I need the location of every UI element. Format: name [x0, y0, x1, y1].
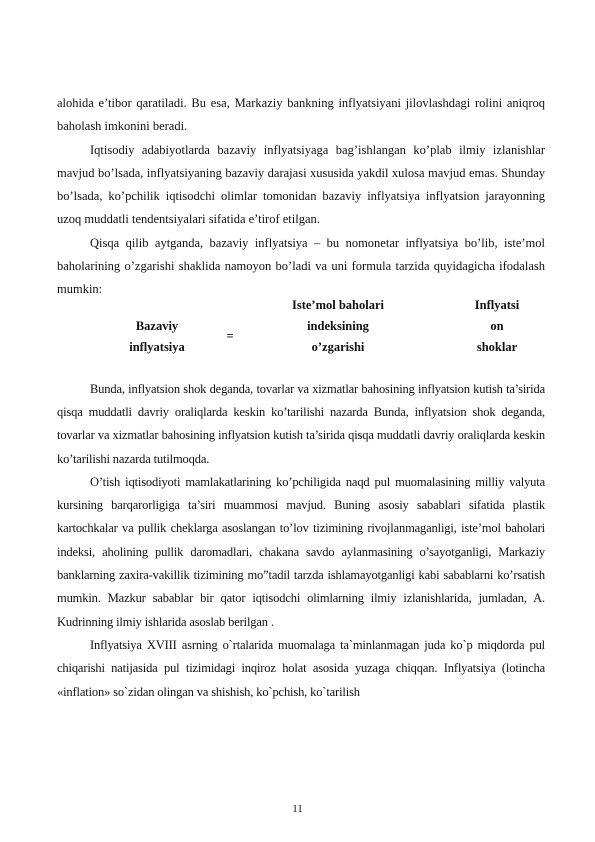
paragraph-2: Iqtisodiy adabiyotlarda bazaviy inflyatsiyaga bag’ishlangan ko’plab ilmiy izlanishlar mavjud bo’lsada, inflyatsiyaning bazaviy darajasi xususida yakdil xulosa mavjud emas. Shunday bo’lsada, ko’pchilik iqtisodchi olimlar tomonidan bazaviy inflyatsiya inflyatsion jarayonning uzoq muddatli tendentsiyalari sifatida e’tirof etilgan. — [57, 142, 545, 227]
paragraph-4: Bunda, inflyatsion shok deganda, tovarlar va xizmatlar bahosining inflyatsion kutish ta’sirida qisqa muddatli davriy oraliqlarda keskin ko’tarilishi nazarda Bunda, inflyatsion shok deganda, tovarlar va xizmatlar bahosining inflyatsion kutish ta’sirida qisqa muddatli davriy oraliqlarda keskin ko’tarilishi nazarda tutilmoqda. — [57, 381, 545, 466]
formula-left-line-1: Bazaviy — [135, 318, 179, 333]
formula-right-term — [449, 295, 545, 358]
paragraph-6: Inflyatsiya XVIII asrning o`rtalarida muomalaga ta`minlanmagan juda ko`p miqdorda pul chiqarishi natijasida pul tizimidagi inqiroz holat asosida yuzaga chiqqan. Inflyatsiya (lotincha «inflation» so`zidan olingan va shishish, ko`pchish, ko`tarilish — [57, 637, 545, 699]
page-body — [57, 92, 545, 704]
formula-right-line-2: on — [490, 318, 504, 333]
formula-middle-term — [263, 295, 413, 358]
page-number: 11 — [292, 803, 303, 815]
formula-left-term — [101, 316, 213, 358]
formula-mid-line-2: indeksining — [307, 318, 369, 333]
paragraph-3: Qisqa qilib aytganda, bazaviy inflyatsiya – bu nomonetar inflyatsiya bo’lib, iste’mol baholarining o’zgarishi shaklida namoyon bo’ladi va uni formula tarzida quyidagicha ifodalash mumkin: — [57, 235, 545, 297]
formula-mid-line-3: o’zgarishi — [311, 339, 365, 354]
formula-left-line-2: inflyatsiya — [129, 339, 185, 354]
formula-equals-sign: = — [226, 328, 234, 343]
formula-mid-line-1: Iste’mol baholari — [291, 297, 384, 312]
formula-right-line-1: Inflyatsi — [474, 297, 520, 312]
paragraph-1: alohida e’tibor qaratiladi. Bu esa, Markaziy bankning inflyatsiyani jilovlashdagi rolini aniqroq baholash imkonini beradi. — [57, 96, 545, 134]
paragraph-5: O’tish iqtisodiyoti mamlakatlarining ko’pchiligida naqd pul muomalasining milliy valyuta kursining barqarorligiga ta’siri muammosi mavjud. Buning asosiy sabablari sifatida plastik kartochkalar va pullik cheklarga asoslangan to’lov tizimining rivojlanmaganligi, iste’mol baholari indeksi, aholining pullik daromadlari, chakana savdo aylanmasining o’sayotganligi, Markaziy banklarning zaxira-vakillik tizimining mo”tadil tarzda ishlamayotganligi kabi sabablarni ko’rsatish mumkin. Mazkur sabablar bir qator iqtisodchi olimlarning ilmiy izlanishlarida, jumladan, A. Kudrinning ilmiy ishlarida asoslab berilgan . — [57, 474, 545, 629]
formula — [57, 297, 545, 378]
formula-right-line-3: shoklar — [476, 339, 518, 354]
